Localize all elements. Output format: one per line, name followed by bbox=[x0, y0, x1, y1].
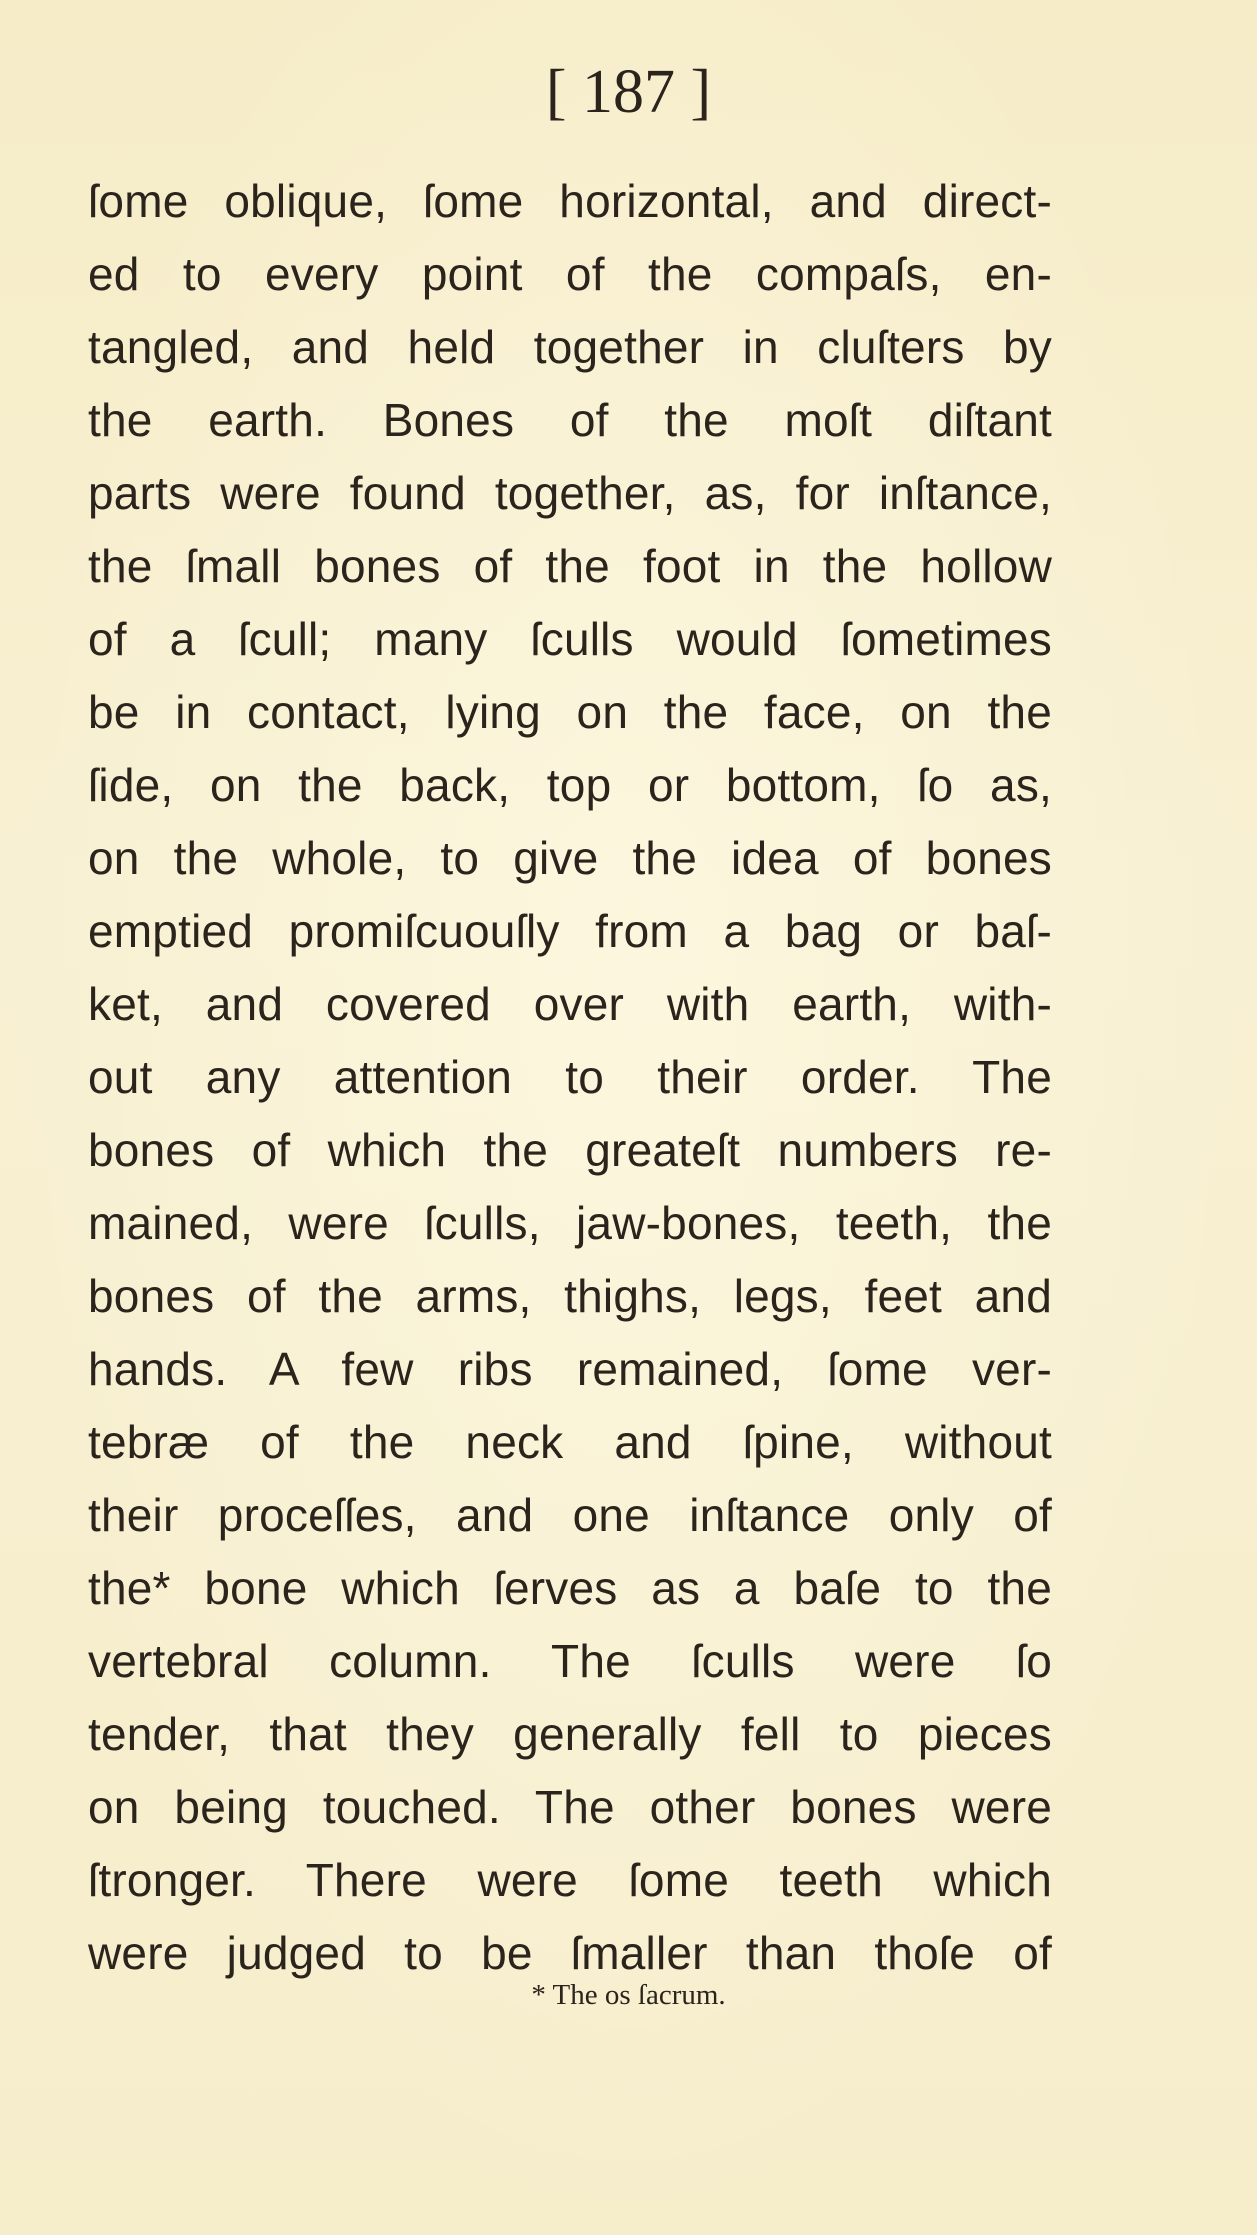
text-line: on being touched. The other bones were bbox=[88, 1781, 1052, 1833]
text-line: parts were found together, as, for inſtance, bbox=[88, 467, 1052, 519]
text-line: tebræ of the neck and ſpine, without bbox=[88, 1416, 1052, 1468]
text-line: their proceſſes, and one inſtance only of bbox=[88, 1489, 1052, 1541]
footnote: * The os ſacrum. bbox=[531, 1979, 726, 2011]
text-line: mained, were ſculls, jaw-bones, teeth, the bbox=[88, 1197, 1052, 1249]
text-line: ſtronger. There were ſome teeth which bbox=[88, 1854, 1052, 1906]
text-line: ſome oblique, ſome horizontal, and direct- bbox=[88, 175, 1052, 227]
text-line: the* bone which ſerves as a baſe to the bbox=[88, 1562, 1052, 1614]
body-text bbox=[88, 165, 1052, 1990]
page-number: [ 187 ] bbox=[545, 58, 712, 126]
text-line: vertebral column. The ſculls were ſo bbox=[88, 1635, 1052, 1687]
text-line: emptied promiſcuouſly from a bag or baſ- bbox=[88, 905, 1052, 957]
text-line: out any attention to their order. The bbox=[88, 1051, 1052, 1103]
text-line: the earth. Bones of the moſt diſtant bbox=[88, 394, 1052, 446]
text-line: bones of which the greateſt numbers re- bbox=[88, 1124, 1052, 1176]
text-line: ed to every point of the compaſs, en- bbox=[88, 248, 1052, 300]
text-line: hands. A few ribs remained, ſome ver- bbox=[88, 1343, 1052, 1395]
text-line: tender, that they generally fell to pieces bbox=[88, 1708, 1052, 1760]
text-line: were judged to be ſmaller than thoſe of bbox=[88, 1927, 1052, 1979]
text-line: be in contact, lying on the face, on the bbox=[88, 686, 1052, 738]
text-line: on the whole, to give the idea of bones bbox=[88, 832, 1052, 884]
text-line: bones of the arms, thighs, legs, feet and bbox=[88, 1270, 1052, 1322]
text-line: tangled, and held together in cluſters by bbox=[88, 321, 1052, 373]
text-line: ſide, on the back, top or bottom, ſo as, bbox=[88, 759, 1052, 811]
text-line: of a ſcull; many ſculls would ſometimes bbox=[88, 613, 1052, 665]
text-line: ket, and covered over with earth, with- bbox=[88, 978, 1052, 1030]
text-line: the ſmall bones of the foot in the hollow bbox=[88, 540, 1052, 592]
